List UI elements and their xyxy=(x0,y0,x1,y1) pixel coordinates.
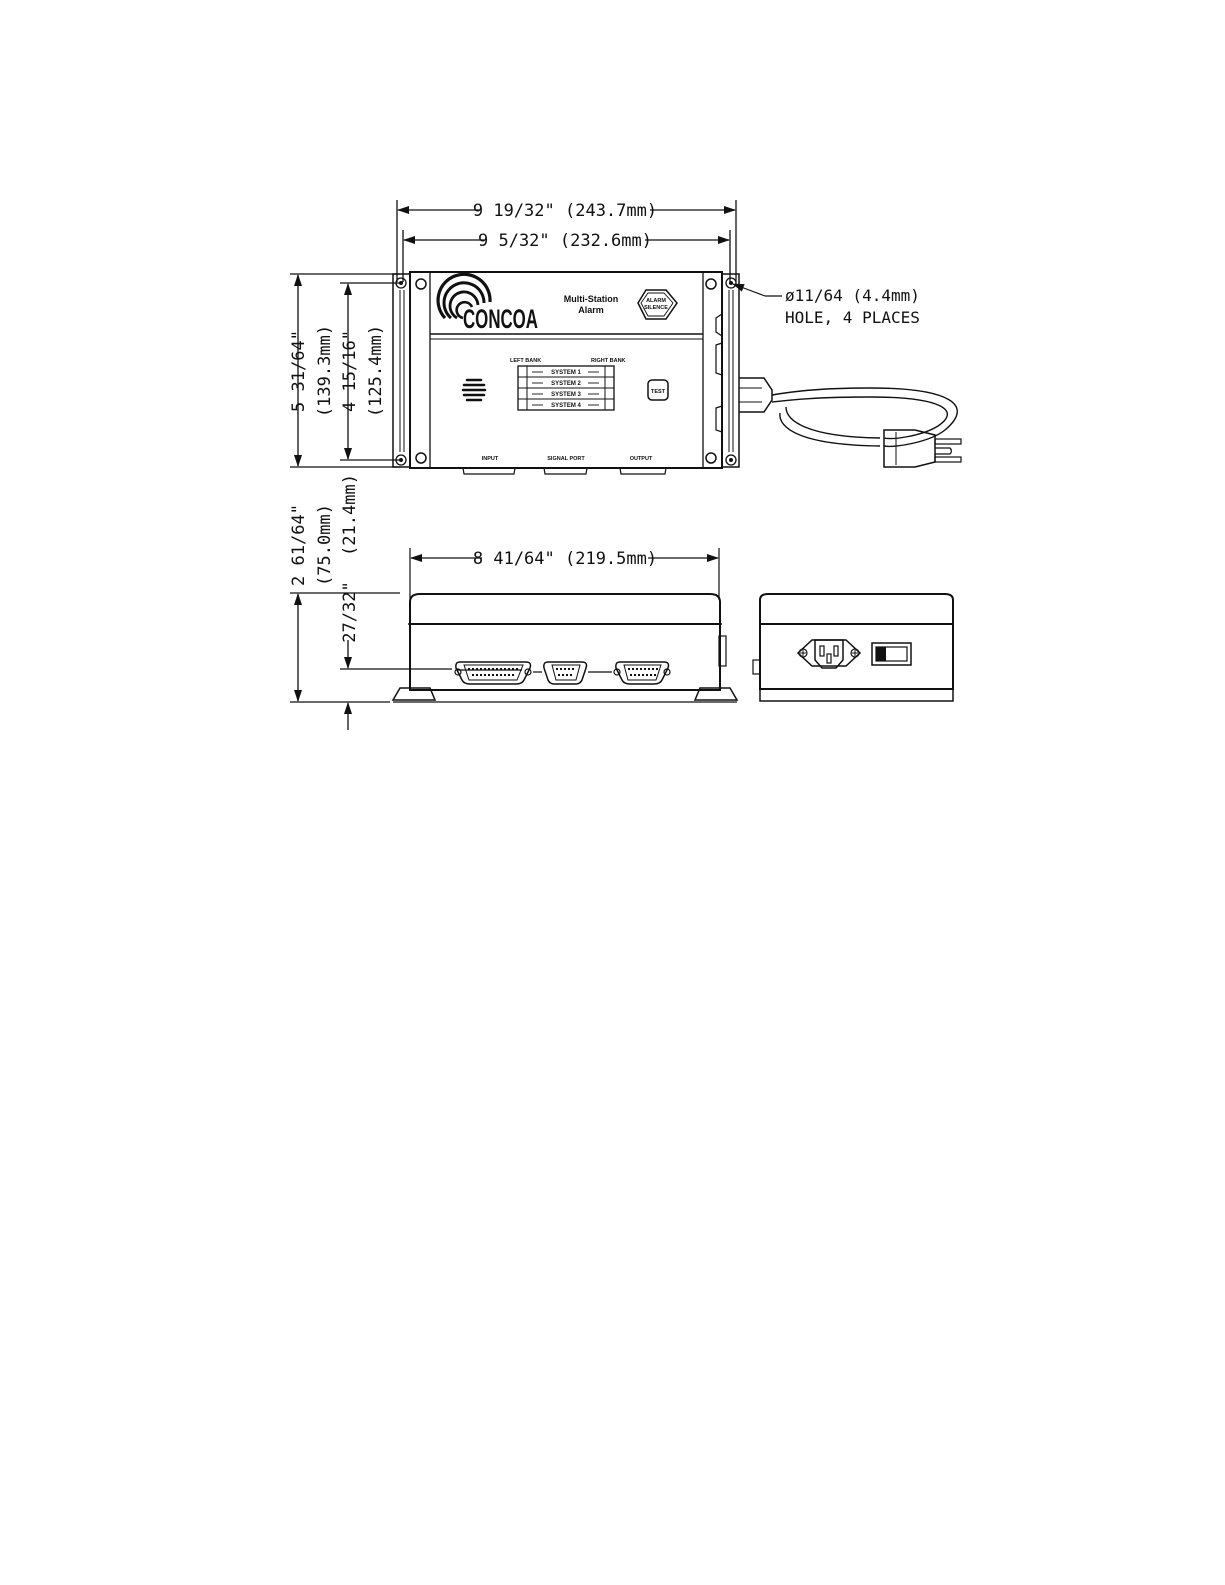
brand-logo-text: CONCOA xyxy=(463,304,538,334)
connector-height-mm-label: (21.4mm) xyxy=(340,474,360,556)
connector-height-in-label: 27/32" xyxy=(340,581,360,643)
alarm-silence-button[interactable] xyxy=(638,290,677,319)
hole-spacing-height-mm-label: (125.4mm) xyxy=(366,324,386,418)
system-2-label: SYSTEM 2 xyxy=(551,381,581,387)
side-view xyxy=(393,594,737,702)
front-view xyxy=(393,272,739,474)
total-depth-in-label: 2 61/64" xyxy=(289,504,309,586)
test-button-label: TEST xyxy=(650,389,666,395)
db15-connector-icon xyxy=(614,662,670,684)
left-bank-label: LEFT BANK xyxy=(510,358,542,364)
panel-title-line1: Multi-Station xyxy=(563,294,619,304)
power-cord-icon xyxy=(739,378,961,467)
input-port-label: INPUT xyxy=(481,456,499,462)
alarm-silence-line1: ALARM xyxy=(646,298,666,304)
right-bank-label: RIGHT BANK xyxy=(591,358,626,364)
system-4-label: SYSTEM 4 xyxy=(551,403,581,409)
overall-width-label: 9 19/32" (243.7mm) xyxy=(472,201,658,221)
end-view xyxy=(753,594,953,701)
panel-title-line2: Alarm xyxy=(578,305,604,315)
system-row xyxy=(532,403,599,409)
test-button[interactable] xyxy=(648,380,668,400)
system-row xyxy=(532,381,599,387)
overall-height-in-label: 5 31/64" xyxy=(289,330,309,412)
front-height-dimensions xyxy=(289,274,400,467)
top-width-dimensions xyxy=(397,200,736,282)
speaker-grille-icon xyxy=(463,380,485,400)
db9-connector-icon xyxy=(544,662,587,684)
hole-callout xyxy=(733,284,920,327)
total-depth-mm-label: (75.0mm) xyxy=(315,504,335,586)
power-switch-icon xyxy=(872,643,911,665)
system-3-label: SYSTEM 3 xyxy=(551,392,581,398)
left-flange xyxy=(393,274,410,467)
right-flange xyxy=(722,274,739,467)
depth-width-label: 8 41/64" (219.5mm) xyxy=(472,549,658,569)
system-indicator-block xyxy=(518,366,614,410)
system-row xyxy=(532,392,599,398)
hole-spacing-width-label: 9 5/32" (232.6mm) xyxy=(478,231,652,251)
side-view-dimensions xyxy=(289,474,719,730)
power-inlet-icon xyxy=(798,640,860,668)
hole-note-line2: HOLE, 4 PLACES xyxy=(785,308,920,327)
alarm-silence-line2: SILENCE xyxy=(644,305,668,311)
db25-connector-icon xyxy=(455,662,531,684)
system-row xyxy=(532,370,599,376)
overall-height-mm-label: (139.3mm) xyxy=(315,324,335,418)
hole-spacing-height-in-label: 4 15/16" xyxy=(340,330,360,412)
signal-port-label: SIGNAL PORT xyxy=(547,456,585,462)
system-1-label: SYSTEM 1 xyxy=(551,370,581,376)
hole-note-line1: ø11/64 (4.4mm) xyxy=(785,286,920,305)
output-port-label: OUTPUT xyxy=(629,456,653,462)
